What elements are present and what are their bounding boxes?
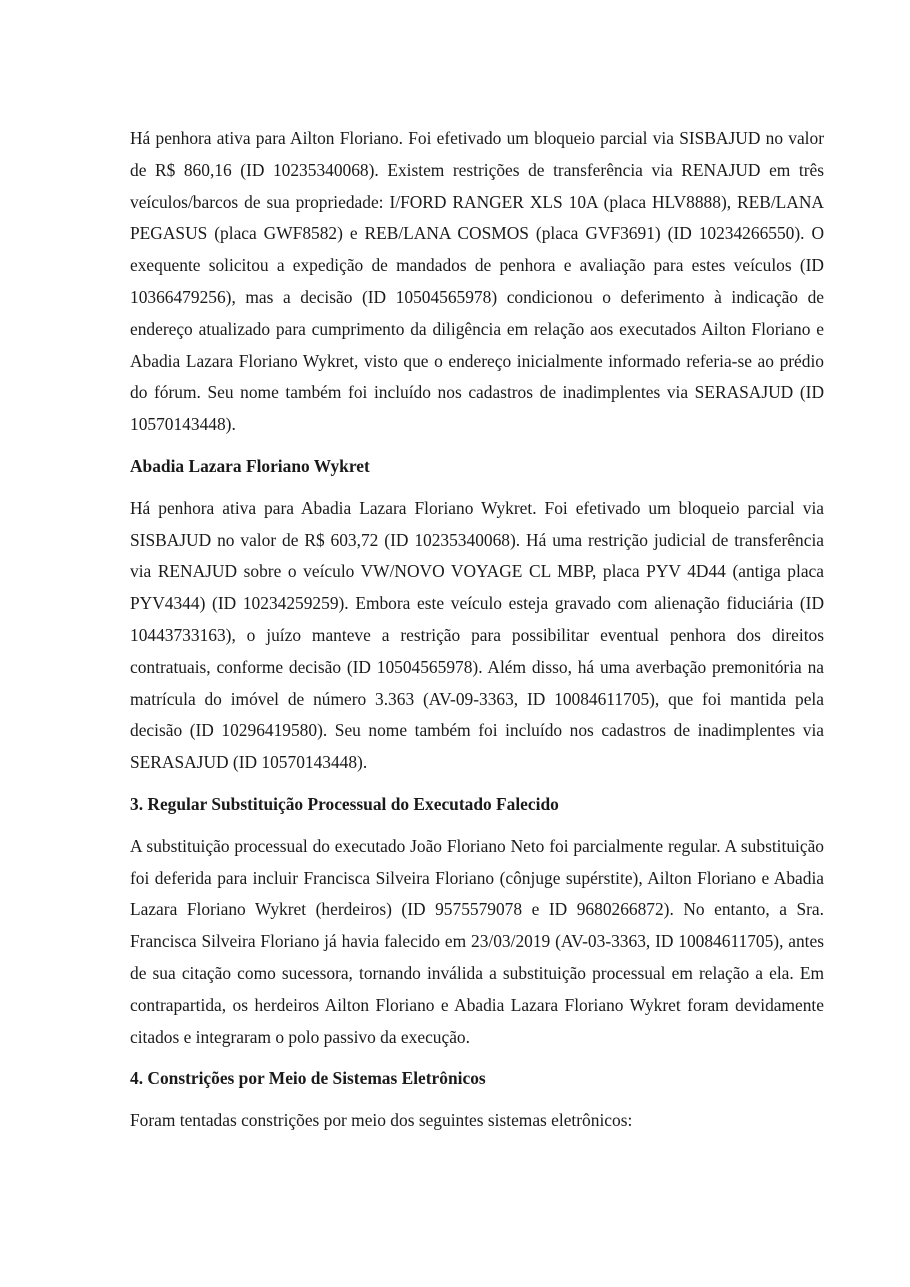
document-body	[130, 123, 824, 1147]
paragraph-abadia-lazara-floriano-wykret: Há penhora ativa para Abadia Lazara Floriano Wykret. Foi efetivado um bloqueio parcial via SISBAJUD no valor de R$ 603,72 (ID 10235340068). Há uma restrição judicial de transferência via RENAJUD sobre o veículo VW/NOVO VOYAGE CL MBP, placa PYV 4D44 (antiga placa PYV4344) (ID 10234259259). Embora este veículo esteja gravado com alienação fiduciária (ID 10443733163), o juízo manteve a restrição para possibilitar eventual penhora dos direitos contratuais, conforme decisão (ID 10504565978). Além disso, há uma averbação premonitória na matrícula do imóvel de número 3.363 (AV-09-3363, ID 10084611705), que foi mantida pela decisão (ID 10296419580). Seu nome também foi incluído nos cadastros de inadimplentes via SERASAJUD (ID 10570143448).	[130, 497, 824, 773]
heading-section-3: 3. Regular Substituição Processual do Executado Falecido	[130, 793, 559, 814]
paragraph-ailton-floriano: Há penhora ativa para Ailton Floriano. Foi efetivado um bloqueio parcial via SISBAJUD no valor de R$ 860,16 (ID 10235340068). Existem restrições de transferência via RENAJUD em três veículos/barcos de sua propriedade: I/FORD RANGER XLS 10A (placa HLV8888), REB/LANA PEGASUS (placa GWF8582) e REB/LANA COSMOS (placa GVF3691) (ID 10234266550). O exequente solicitou a expedição de mandados de penhora e avaliação para estes veículos (ID 10366479256), mas a decisão (ID 10504565978) condicionou o deferimento à indicação de endereço atualizado para cumprimento da diligência em relação aos executados Ailton Floriano e Abadia Lazara Floriano Wykret, visto que o endereço inicialmente informado referia-se ao prédio do fórum. Seu nome também foi incluído nos cadastros de inadimplentes via SERASAJUD (ID 10570143448).	[130, 128, 824, 435]
paragraph-constricoes: Foram tentadas constrições por meio dos seguintes sistemas eletrônicos:	[130, 1110, 633, 1131]
paragraph-substituicao-processual: A substituição processual do executado João Floriano Neto foi parcialmente regular. A substituição foi deferida para incluir Francisca Silveira Floriano (cônjuge supérstite), Ailton Floriano e Abadia Lazara Floriano Wykret (herdeiros) (ID 9575579078 e ID 9680266872). No entanto, a Sra. Francisca Silveira Floriano já havia falecido em 23/03/2019 (AV-03-3363, ID 10084611705), antes de sua citação como sucessora, tornando inválida a substituição processual em relação a ela. Em contrapartida, os herdeiros Ailton Floriano e Abadia Lazara Floriano Wykret foram devidamente citados e integraram o polo passivo da execução.	[130, 835, 824, 1047]
heading-section-4: 4. Constrições por Meio de Sistemas Eletrônicos	[130, 1068, 486, 1089]
heading-abadia-lazara-floriano-wykret: Abadia Lazara Floriano Wykret	[130, 455, 370, 476]
